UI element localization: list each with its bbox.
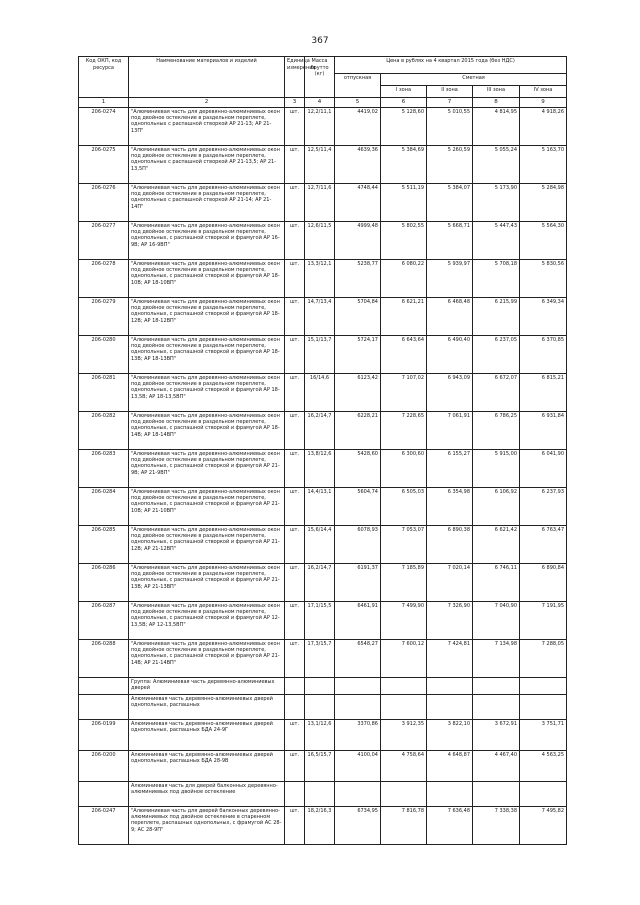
zone-1-price: 7 185,89 (381, 564, 427, 602)
mass-cell: 13,1/12,6 (305, 720, 335, 751)
zone-3-price: 5 915,00 (473, 450, 520, 488)
cell-empty (285, 782, 305, 807)
cell-empty (381, 695, 427, 720)
cell-empty (473, 782, 520, 807)
subgroup-title: Алюминиевая часть деревянно-алюминиевых дверей однопольных, распашных (129, 695, 285, 720)
unit-cell: шт. (285, 526, 305, 564)
resource-code: 206-0286 (79, 564, 129, 602)
zone-3-price: 5 055,24 (473, 146, 520, 184)
zone-2-price: 7 020,14 (427, 564, 473, 602)
unit-cell: шт. (285, 222, 305, 260)
table-row (79, 146, 567, 184)
cell-empty (427, 678, 473, 695)
header-zone-1: I зона (381, 86, 427, 98)
zone-1-price: 7 600,12 (381, 640, 427, 678)
table-row (79, 412, 567, 450)
zone-4-price: 7 495,82 (520, 807, 567, 845)
header-unit: Единица измерения (285, 57, 305, 98)
table-row (79, 184, 567, 222)
item-name: "Алюминиевая часть для дверей балконных деревянно-алюминиевых под двойное остекление в спаренном переплете, распашных однопольных, с фрамугой АС 28-9; АС 28-9П" (129, 807, 285, 845)
mass-cell: 16,2/14,7 (305, 564, 335, 602)
header-price-group: Цена в рублях на 4 квартал 2015 года (без НДС) (335, 57, 567, 74)
release-price: 4748,44 (335, 184, 381, 222)
zone-3-price: 5 708,18 (473, 260, 520, 298)
resource-code: 206-0274 (79, 108, 129, 146)
zone-3-price: 6 237,05 (473, 336, 520, 374)
mass-cell: 16/14,6 (305, 374, 335, 412)
zone-1-price: 7 107,02 (381, 374, 427, 412)
table-row (79, 336, 567, 374)
zone-1-price: 5 384,69 (381, 146, 427, 184)
item-name: "Алюминиевая часть для деревянно-алюминиевых окон под двойное остекление в раздельном переплете, однопольных, с распашной створкой и фрамугой АР 21-12В; АР 21-12ВП" (129, 526, 285, 564)
resource-code: 206-0278 (79, 260, 129, 298)
unit-cell: шт. (285, 298, 305, 336)
zone-3-price: 6 786,25 (473, 412, 520, 450)
zone-3-price: 6 746,11 (473, 564, 520, 602)
mass-cell: 12,5/11,4 (305, 146, 335, 184)
cell-empty (79, 695, 129, 720)
item-name: Алюминиевая часть деревянно-алюминиевых дверей однопольных, распашных БДА 28-9В (129, 751, 285, 782)
item-name: "Алюминиевая часть для деревянно-алюминиевых окон под двойное остекление в раздельном переплете, однопольных с распашной створкой АР 21-13; АР 21-13П" (129, 108, 285, 146)
header-zone-3: III зона (473, 86, 520, 98)
column-number: 8 (473, 98, 520, 108)
cell-empty (381, 782, 427, 807)
mass-cell: 12,6/11,5 (305, 222, 335, 260)
zone-1-price: 5 128,60 (381, 108, 427, 146)
zone-3-price: 4 467,40 (473, 751, 520, 782)
unit-cell: шт. (285, 450, 305, 488)
header-zone-4: IV зона (520, 86, 567, 98)
release-price: 6548,27 (335, 640, 381, 678)
table-row (79, 298, 567, 336)
table-row (79, 640, 567, 678)
table-row (79, 807, 567, 845)
zone-1-price: 7 816,78 (381, 807, 427, 845)
item-name: "Алюминиевая часть для деревянно-алюминиевых окон под двойное остекление в раздельном переплете, однопольных с распашной створкой АР 21-14; АР 21-14П" (129, 184, 285, 222)
zone-3-price: 5 447,43 (473, 222, 520, 260)
item-name: Алюминиевая часть деревянно-алюминиевых дверей однопольных, распашных БДА 24-9Г (129, 720, 285, 751)
release-price: 4999,48 (335, 222, 381, 260)
unit-cell: шт. (285, 184, 305, 222)
column-number: 7 (427, 98, 473, 108)
column-number: 5 (335, 98, 381, 108)
item-name: "Алюминиевая часть для деревянно-алюминиевых окон под двойное остекление в раздельном переплете, однопольных, с распашной створкой и фрамугой АР 21-14В; АР 21-14ВП" (129, 640, 285, 678)
zone-3-price: 6 106,92 (473, 488, 520, 526)
resource-code: 206-0279 (79, 298, 129, 336)
zone-3-price: 6 215,99 (473, 298, 520, 336)
zone-2-price: 5 010,55 (427, 108, 473, 146)
zone-3-price: 3 672,91 (473, 720, 520, 751)
zone-3-price: 5 173,90 (473, 184, 520, 222)
table-row (79, 260, 567, 298)
zone-4-price: 5 163,70 (520, 146, 567, 184)
zone-1-price: 6 505,03 (381, 488, 427, 526)
unit-cell: шт. (285, 720, 305, 751)
cell-empty (427, 782, 473, 807)
cell-empty (473, 695, 520, 720)
mass-cell: 17,1/15,5 (305, 602, 335, 640)
subgroup-row (79, 695, 567, 720)
page-number: 367 (311, 36, 329, 46)
zone-4-price: 4 918,26 (520, 108, 567, 146)
unit-cell: шт. (285, 260, 305, 298)
unit-cell: шт. (285, 807, 305, 845)
zone-4-price: 6 931,84 (520, 412, 567, 450)
zone-4-price: 4 563,25 (520, 751, 567, 782)
resource-code: 206-0199 (79, 720, 129, 751)
release-price: 4639,36 (335, 146, 381, 184)
zone-3-price: 7 040,90 (473, 602, 520, 640)
zone-2-price: 6 155,27 (427, 450, 473, 488)
item-name: "Алюминиевая часть для деревянно-алюминиевых окон под двойное остекление в раздельном переплете, однопольных, с распашной створкой и фрамугой АР 12-13,5В; АР 12-13,5ВП" (129, 602, 285, 640)
zone-3-price: 6 621,42 (473, 526, 520, 564)
resource-code: 206-0288 (79, 640, 129, 678)
mass-cell: 16,5/15,7 (305, 751, 335, 782)
zone-4-price: 6 370,85 (520, 336, 567, 374)
release-price: 6734,95 (335, 807, 381, 845)
mass-cell: 15,1/13,7 (305, 336, 335, 374)
zone-4-price: 6 890,84 (520, 564, 567, 602)
price-table (78, 56, 567, 845)
unit-cell: шт. (285, 564, 305, 602)
cell-empty (79, 782, 129, 807)
zone-1-price: 7 499,90 (381, 602, 427, 640)
zone-2-price: 7 326,90 (427, 602, 473, 640)
mass-cell: 17,3/15,7 (305, 640, 335, 678)
zone-4-price: 6 763,47 (520, 526, 567, 564)
table-body (79, 108, 567, 845)
mass-cell: 18,2/16,3 (305, 807, 335, 845)
zone-1-price: 7 053,07 (381, 526, 427, 564)
header-code: Код ОКП, код ресурса (79, 57, 129, 98)
header-name: Наименование материалов и изделий (129, 57, 285, 98)
zone-1-price: 6 080,22 (381, 260, 427, 298)
zone-2-price: 7 424,81 (427, 640, 473, 678)
resource-code: 206-0200 (79, 751, 129, 782)
zone-4-price: 6 041,90 (520, 450, 567, 488)
zone-1-price: 5 511,19 (381, 184, 427, 222)
unit-cell: шт. (285, 146, 305, 184)
cell-empty (520, 695, 567, 720)
zone-2-price: 6 468,48 (427, 298, 473, 336)
item-name: "Алюминиевая часть для деревянно-алюминиевых окон под двойное остекление в раздельном переплете, однопольных, с распашной створкой и фрамугой АР 21-9В; АР 21-9ВП" (129, 450, 285, 488)
column-number: 3 (285, 98, 305, 108)
release-price: 6228,21 (335, 412, 381, 450)
column-number: 1 (79, 98, 129, 108)
item-name: "Алюминиевая часть для деревянно-алюминиевых окон под двойное остекление в раздельном переплете, однопольных, с распашной створкой и фрамугой АР 18-10В; АР 18-10ВП" (129, 260, 285, 298)
mass-cell: 12,7/11,6 (305, 184, 335, 222)
table-row (79, 526, 567, 564)
cell-empty (79, 678, 129, 695)
header-release-price: отпускная (335, 74, 381, 98)
cell-empty (335, 678, 381, 695)
unit-cell: шт. (285, 336, 305, 374)
cell-empty (473, 678, 520, 695)
group-title: Группа: Алюминиевая часть деревянно-алюминиевых дверей (129, 678, 285, 695)
zone-1-price: 6 643,64 (381, 336, 427, 374)
table-row (79, 222, 567, 260)
column-number: 2 (129, 98, 285, 108)
subgroup-title: Алюминиевая часть для дверей балконных деревянно-алюминиевых под двойное остекление (129, 782, 285, 807)
group-row (79, 678, 567, 695)
table-row (79, 374, 567, 412)
zone-2-price: 5 668,71 (427, 222, 473, 260)
resource-code: 206-0281 (79, 374, 129, 412)
cell-empty (285, 678, 305, 695)
mass-cell: 16,2/14,7 (305, 412, 335, 450)
mass-cell: 15,6/14,4 (305, 526, 335, 564)
cell-empty (335, 782, 381, 807)
cell-empty (427, 695, 473, 720)
item-name: "Алюминиевая часть для деревянно-алюминиевых окон под двойное остекление в раздельном переплете, однопольных, с распашной створкой и фрамугой АР 21-10В; АР 21-10ВП" (129, 488, 285, 526)
table-row (79, 720, 567, 751)
table-row (79, 602, 567, 640)
zone-2-price: 7 636,48 (427, 807, 473, 845)
zone-2-price: 5 260,59 (427, 146, 473, 184)
mass-cell: 13,8/12,6 (305, 450, 335, 488)
unit-cell: шт. (285, 108, 305, 146)
zone-1-price: 7 228,65 (381, 412, 427, 450)
zone-4-price: 3 751,71 (520, 720, 567, 751)
table-row (79, 450, 567, 488)
release-price: 5428,60 (335, 450, 381, 488)
cell-empty (381, 678, 427, 695)
zone-4-price: 6 237,93 (520, 488, 567, 526)
zone-2-price: 6 354,98 (427, 488, 473, 526)
resource-code: 206-0276 (79, 184, 129, 222)
resource-code: 206-0282 (79, 412, 129, 450)
release-price: 5724,17 (335, 336, 381, 374)
subgroup-row (79, 782, 567, 807)
mass-cell: 13,3/12,1 (305, 260, 335, 298)
zone-4-price: 5 830,56 (520, 260, 567, 298)
release-price: 6123,42 (335, 374, 381, 412)
header-mass: Масса брутто (кг) (305, 57, 335, 98)
cell-empty (520, 678, 567, 695)
unit-cell: шт. (285, 374, 305, 412)
resource-code: 206-0275 (79, 146, 129, 184)
resource-code: 206-0277 (79, 222, 129, 260)
mass-cell: 14,4/13,1 (305, 488, 335, 526)
unit-cell: шт. (285, 602, 305, 640)
zone-2-price: 5 939,97 (427, 260, 473, 298)
cell-empty (305, 695, 335, 720)
resource-code: 206-0280 (79, 336, 129, 374)
zone-2-price: 4 648,87 (427, 751, 473, 782)
column-number: 6 (381, 98, 427, 108)
zone-2-price: 6 490,40 (427, 336, 473, 374)
zone-4-price: 5 284,98 (520, 184, 567, 222)
zone-2-price: 5 384,07 (427, 184, 473, 222)
zone-1-price: 4 758,64 (381, 751, 427, 782)
release-price: 5704,84 (335, 298, 381, 336)
release-price: 6078,93 (335, 526, 381, 564)
release-price: 6461,91 (335, 602, 381, 640)
unit-cell: шт. (285, 640, 305, 678)
header-zone-2: II зона (427, 86, 473, 98)
zone-2-price: 6 943,09 (427, 374, 473, 412)
mass-cell: 12,2/11,1 (305, 108, 335, 146)
resource-code: 206-0247 (79, 807, 129, 845)
resource-code: 206-0285 (79, 526, 129, 564)
column-number: 4 (305, 98, 335, 108)
item-name: "Алюминиевая часть для деревянно-алюминиевых окон под двойное остекление в раздельном переплете, однопольных, с распашной створкой и фрамугой АР 18-13В; АР 18-13ВП" (129, 336, 285, 374)
resource-code: 206-0284 (79, 488, 129, 526)
item-name: "Алюминиевая часть для деревянно-алюминиевых окон под двойное остекление в раздельном переплете, однопольных, с распашной створкой и фрамугой АР 18-14В; АР 18-14ВП" (129, 412, 285, 450)
zone-3-price: 4 814,95 (473, 108, 520, 146)
zone-4-price: 7 191,95 (520, 602, 567, 640)
table-row (79, 564, 567, 602)
cell-empty (305, 678, 335, 695)
zone-4-price: 5 564,30 (520, 222, 567, 260)
zone-4-price: 7 288,05 (520, 640, 567, 678)
zone-4-price: 6 815,21 (520, 374, 567, 412)
zone-1-price: 6 300,60 (381, 450, 427, 488)
release-price: 6191,37 (335, 564, 381, 602)
zone-1-price: 3 912,35 (381, 720, 427, 751)
cell-empty (305, 782, 335, 807)
cell-empty (520, 782, 567, 807)
zone-4-price: 6 349,34 (520, 298, 567, 336)
item-name: "Алюминиевая часть для деревянно-алюминиевых окон под двойное остекление в раздельном переплете, однопольных, с распашной створкой и фрамугой АР 18-12В; АР 18-12ВП" (129, 298, 285, 336)
zone-3-price: 7 338,38 (473, 807, 520, 845)
release-price: 5604,74 (335, 488, 381, 526)
release-price: 4100,04 (335, 751, 381, 782)
zone-1-price: 6 621,21 (381, 298, 427, 336)
column-number: 9 (520, 98, 567, 108)
zone-2-price: 6 890,38 (427, 526, 473, 564)
zone-2-price: 7 061,91 (427, 412, 473, 450)
item-name: "Алюминиевая часть для деревянно-алюминиевых окон под двойное остекление в раздельном переплете, однопольных, с распашной створкой и фрамугой АР 18-13,5В; АР 18-13,5ВП" (129, 374, 285, 412)
zone-1-price: 5 802,55 (381, 222, 427, 260)
item-name: "Алюминиевая часть для деревянно-алюминиевых окон под двойное остекление в раздельном переплете, однопольных с распашной створкой АР 21-13,5; АР 21-13,5П" (129, 146, 285, 184)
zone-3-price: 7 134,98 (473, 640, 520, 678)
zone-3-price: 6 672,07 (473, 374, 520, 412)
release-price: 3370,86 (335, 720, 381, 751)
item-name: "Алюминиевая часть для деревянно-алюминиевых окон под двойное остекление в раздельном переплете, однопольных, с распашной створкой и фрамугой АР 21-13В; АР 21-13ВП" (129, 564, 285, 602)
release-price: 5238,77 (335, 260, 381, 298)
unit-cell: шт. (285, 412, 305, 450)
cell-empty (335, 695, 381, 720)
table-row (79, 751, 567, 782)
mass-cell: 14,7/13,4 (305, 298, 335, 336)
header-estimate-price: Сметная (381, 74, 567, 86)
resource-code: 206-0287 (79, 602, 129, 640)
item-name: "Алюминиевая часть для деревянно-алюминиевых окон под двойное остекление в раздельном переплете, однопольных, с распашной створкой и фрамугой АР 16-9В; АР 16-9ВП" (129, 222, 285, 260)
column-number-row (79, 98, 567, 108)
cell-empty (285, 695, 305, 720)
table-row (79, 488, 567, 526)
unit-cell: шт. (285, 751, 305, 782)
resource-code: 206-0283 (79, 450, 129, 488)
release-price: 4419,02 (335, 108, 381, 146)
unit-cell: шт. (285, 488, 305, 526)
zone-2-price: 3 822,10 (427, 720, 473, 751)
table-row (79, 108, 567, 146)
